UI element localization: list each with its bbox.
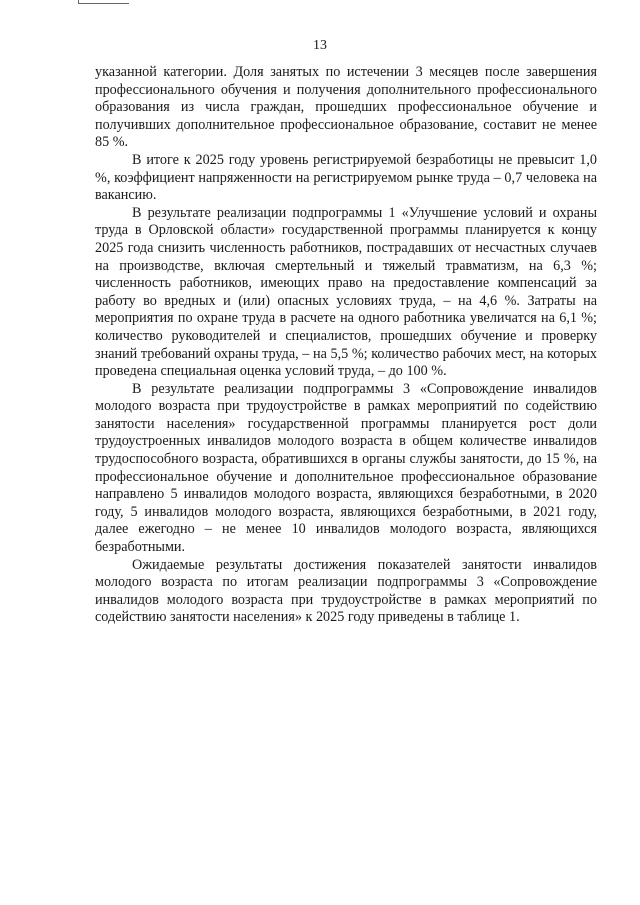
paragraph-employment-share: указанной категории. Доля занятых по истечении 3 месяцев после завершения профессионального обучения и получения дополнительного профессионального образования из числа граждан, прошедших профессиональное обучение и получивших дополнительное профессиональное образование, составит не менее 85 %. xyxy=(95,64,597,151)
paragraph-expected-results: Ожидаемые результаты достижения показателей занятости инвалидов молодого возраста по итогам реализации подпрограммы 3 «Сопровождение инвалидов молодого возраста при трудоустройстве в рамках мероприятий по содействию занятости населения» к 2025 году приведены в таблице 1. xyxy=(95,556,597,626)
page-number: 13 xyxy=(313,38,327,53)
document-body xyxy=(95,64,597,627)
scan-corner-mark xyxy=(78,0,129,4)
paragraph-subprogram-3-results: В результате реализации подпрограммы 3 «Сопровождение инвалидов молодого возраста при трудоустройстве в рамках мероприятий по содействию занятости населения» государственной программы планируется рост доли трудоустроенных инвалидов молодого возраста в общем количестве инвалидов трудоспособного возраста, обратившихся в органы службы занятости, до 15 %, на профессиональное обучение и дополнительное профессиональное образование направлено 5 инвалидов молодого возраста, являющихся безработными, в 2020 году, 5 инвалидов молодого возраста, являющихся безработными, в 2021 году, далее ежегодно – не менее 10 инвалидов молодого возраста, являющихся безработными. xyxy=(95,380,597,556)
paragraph-unemployment-target: В итоге к 2025 году уровень регистрируемой безработицы не превысит 1,0 %, коэффициент напряженности на регистрируемом рынке труда – 0,7 человека на вакансию. xyxy=(95,151,597,204)
paragraph-subprogram-1-results: В результате реализации подпрограммы 1 «Улучшение условий и охраны труда в Орловской области» государственной программы планируется к концу 2025 года снизить численность работников, пострадавших от несчастных случаев на производстве, включая смертельный и тяжелый травматизм, на 6,3 %; численность работников, имеющих право на предоставление компенсаций за работу во вредных и (или) опасных условиях труда, – на 4,6 %. Затраты на мероприятия по охране труда в расчете на одного работника увеличатся на 6,1 %; количество руководителей и специалистов, прошедших обучение и проверку знаний требований охраны труда, – на 5,5 %; количество рабочих мест, на которых проведена специальная оценка условий труда, – до 100 %. xyxy=(95,204,597,380)
